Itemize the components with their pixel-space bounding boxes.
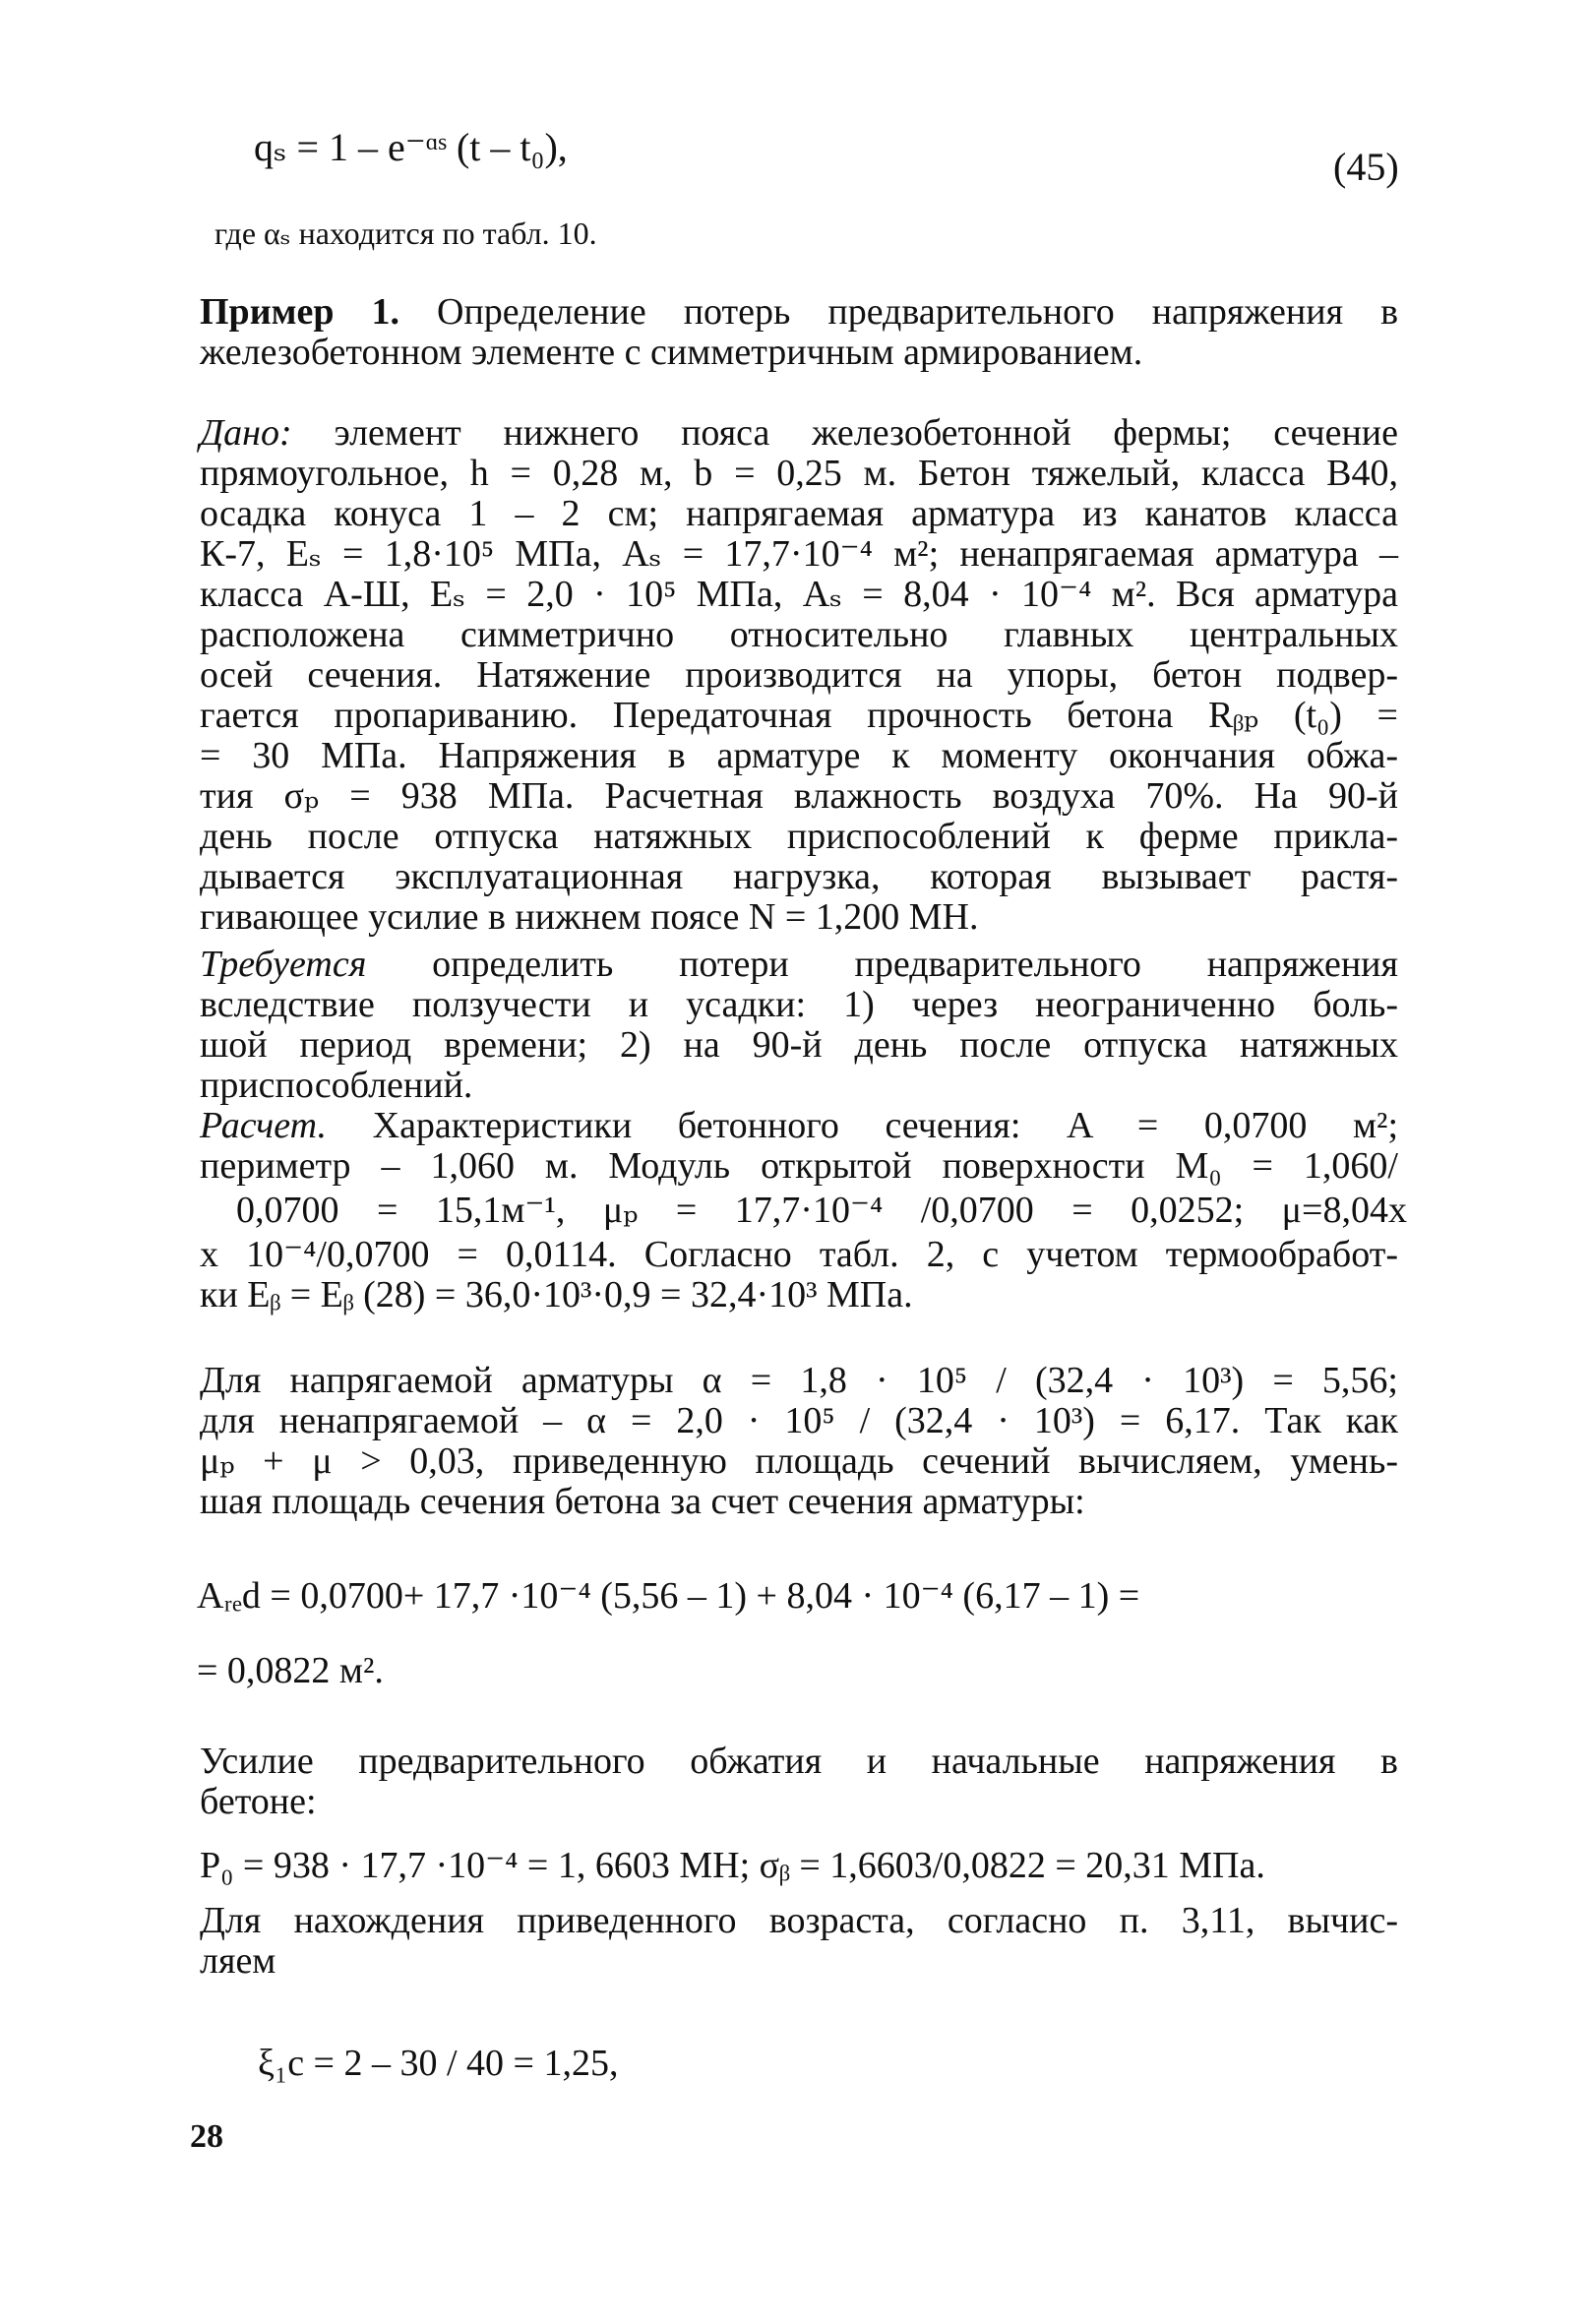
- given-label: Дано:: [200, 412, 292, 454]
- ared-formula-line1: Aᵣₑd = 0,0700+ 17,7 ·10⁻⁴ (5,56 – 1) + 8,04 · 10⁻⁴ (6,17 – 1) =: [197, 1575, 1140, 1617]
- given-line-2: осадка конуса 1 – 2 см; напрягаемая арматура из канатов класса: [200, 493, 1398, 534]
- force-line-0: Усилие предварительного обжатия и начальные напряжения в: [200, 1741, 1398, 1782]
- calc-line-4: ки Eᵦ = Eᵦ (28) = 36,0·10³·0,9 = 32,4·10³ МПа.: [200, 1274, 913, 1315]
- given-line-3: К-7, Eₛ = 1,8·10⁵ МПа, Aₛ = 17,7·10⁻⁴ м²; ненапрягаемая арматура –: [200, 533, 1398, 575]
- calc-line-3: х 10⁻⁴/0,0700 = 0,0114. Согласно табл. 2, с учетом термообработ-: [200, 1234, 1398, 1275]
- alpha-line-0: Для напрягаемой арматуры α = 1,8 · 10⁵ / (32,4 · 10³) = 5,56;: [200, 1360, 1398, 1401]
- example-title-line1: Пример 1. Определение потерь предварительного напряжения в: [200, 291, 1399, 333]
- alpha-line-3: шая площадь сечения бетона за счет сечения арматуры:: [200, 1481, 1085, 1522]
- calc-line-2: 0,0700 = 15,1м⁻¹, μₚ = 17,7·10⁻⁴ /0,0700 = 0,0252; μ=8,04х: [236, 1190, 1407, 1231]
- given-line-8: = 30 МПа. Напряжения в арматуре к моменту окончания обжа-: [200, 735, 1398, 776]
- ared-formula-line2: = 0,0822 м².: [197, 1650, 384, 1691]
- p0-formula: P₀ = 938 · 17,7 ·10⁻⁴ = 1, 6603 МН; σᵦ = 1,6603/0,0822 = 20,31 МПа.: [200, 1845, 1265, 1886]
- alpha-line-1: для ненапрягаемой – α = 2,0 · 10⁵ / (32,4 · 10³) = 6,17. Так как: [200, 1400, 1398, 1441]
- calc-line-1: периметр – 1,060 м. Модуль открытой поверхности M₀ = 1,060/: [200, 1145, 1398, 1187]
- calc-line-0: Расчет. Характеристики бетонного сечения: A = 0,0700 м²;: [200, 1105, 1398, 1146]
- given-line-12: гивающее усилие в нижнем поясе N = 1,200 МН.: [200, 896, 979, 938]
- example-label: Пример 1.: [200, 291, 399, 333]
- where-note: где αₛ находится по табл. 10.: [214, 215, 597, 251]
- page-number: 28: [190, 2118, 223, 2155]
- given-line-5: расположена симметрично относительно главных центральных: [200, 614, 1398, 655]
- given-line-6: осей сечения. Натяжение производится на упоры, бетон подвер-: [200, 654, 1398, 696]
- given-line-4: класса А-Ш, Eₛ = 2,0 · 10⁵ МПа, Aₛ = 8,04 · 10⁻⁴ м². Вся арматура: [200, 574, 1398, 615]
- alpha-line-2: μₚ + μ > 0,03, приведенную площадь сечений вычисляем, умень-: [200, 1440, 1398, 1482]
- age-line-0: Для нахождения приведенного возраста, согласно п. 3,11, вычис-: [200, 1900, 1398, 1941]
- given-line-10: день после отпуска натяжных приспособлений к ферме прикла-: [200, 816, 1398, 857]
- force-line-1: бетоне:: [200, 1781, 317, 1822]
- required-line-1: вследствие ползучести и усадки: 1) через неограниченно боль-: [200, 984, 1398, 1025]
- required-line-3: приспособлений.: [200, 1065, 473, 1106]
- required-label: Требуется: [200, 944, 367, 985]
- formula-number: (45): [1333, 145, 1399, 189]
- given-line-9: тия σₚ = 938 МПа. Расчетная влажность воздуха 70%. На 90-й: [200, 775, 1398, 817]
- given-line-11: дывается эксплуатационная нагрузка, которая вызывает растя-: [200, 856, 1398, 897]
- age-line-1: ляем: [200, 1940, 276, 1982]
- xi-formula: ξ₁c = 2 – 30 / 40 = 1,25,: [258, 2043, 619, 2084]
- required-line-2: шой период времени; 2) на 90-й день после отпуска натяжных: [200, 1024, 1398, 1066]
- given-line-7: гается пропариванию. Передаточная прочность бетона Rᵦₚ (t₀) =: [200, 695, 1398, 736]
- given-line-0: Дано: элемент нижнего пояса железобетонной фермы; сечение: [200, 412, 1399, 454]
- example-title-line2: железобетонном элементе с симметричным армированием.: [200, 332, 1143, 373]
- required-line-0: Требуется определить потери предварительного напряжения: [200, 944, 1398, 985]
- calc-label: Расчет.: [200, 1105, 328, 1146]
- formula-45: qₛ = 1 – e⁻ᵅˢ (t – t₀),: [254, 125, 568, 169]
- given-line-1: прямоугольное, h = 0,28 м, b = 0,25 м. Бетон тяжелый, класса В40,: [200, 453, 1398, 494]
